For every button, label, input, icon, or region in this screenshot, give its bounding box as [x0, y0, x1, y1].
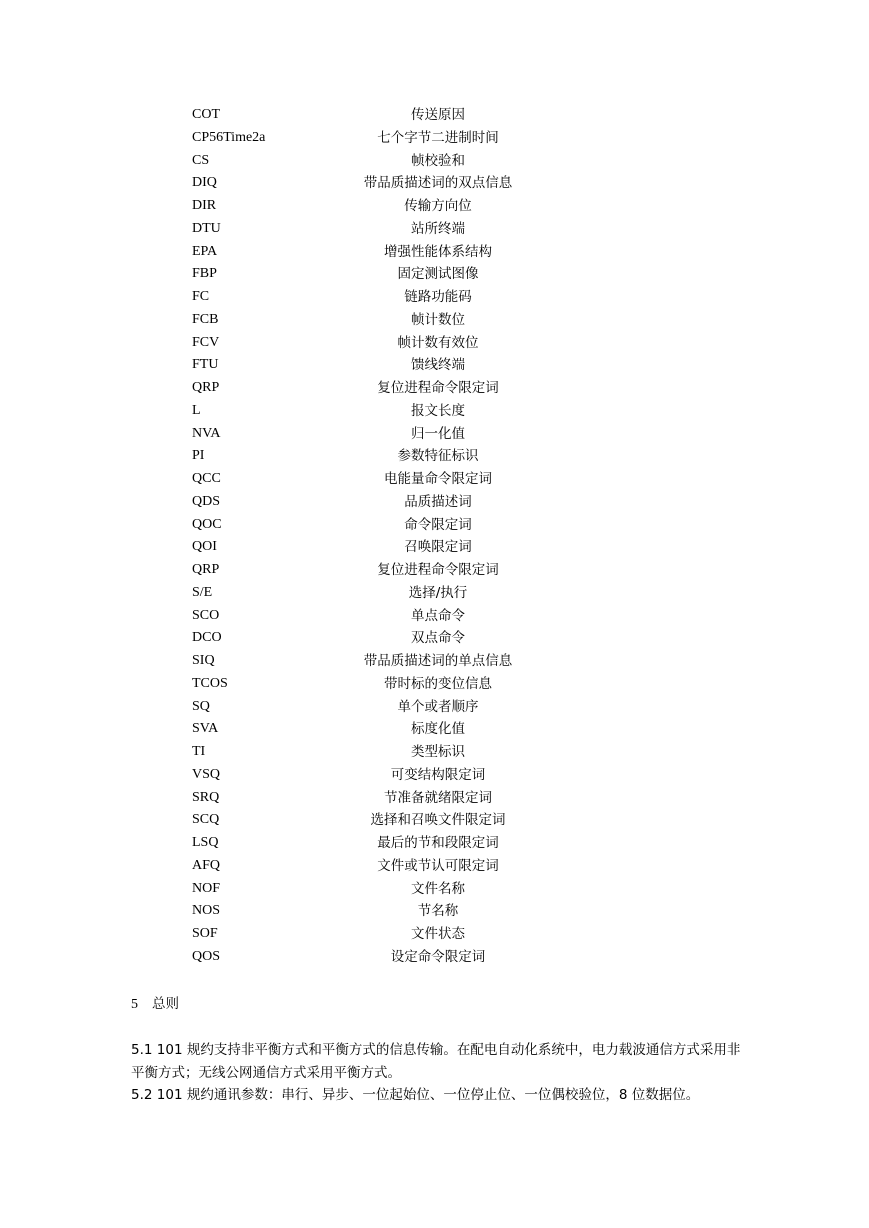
abbreviation-row — [192, 445, 692, 468]
abbreviation-meaning: 帧计数有效位 — [397, 334, 479, 351]
abbreviation-meaning: 增强性能体系结构 — [384, 243, 492, 260]
abbreviation-row — [192, 809, 692, 832]
abbreviation-meaning: 带品质描述词的双点信息 — [363, 175, 513, 192]
section-number: 5 — [131, 997, 138, 1012]
abbreviation-meaning: 文件或节认可限定词 — [377, 857, 499, 874]
abbreviation-code: DTU — [192, 220, 221, 236]
abbreviation-row — [192, 764, 692, 787]
abbreviation-code: QOI — [192, 539, 217, 555]
section-title: 总则 — [152, 996, 179, 1012]
abbreviation-row — [192, 127, 692, 150]
abbreviation-row — [192, 400, 692, 423]
abbreviation-row — [192, 332, 692, 355]
abbreviation-meaning: 固定测试图像 — [397, 266, 479, 283]
abbreviation-meaning: 七个字节二进制时间 — [377, 129, 499, 146]
abbreviation-code: AFQ — [192, 857, 221, 873]
abbreviation-code: COT — [192, 107, 220, 122]
abbreviation-code: LSQ — [192, 835, 219, 850]
abbreviation-code: EPA — [192, 243, 218, 259]
abbreviation-code: SIQ — [192, 653, 215, 668]
abbreviation-code: QDS — [192, 493, 221, 509]
abbreviation-code: FTU — [192, 357, 219, 373]
abbreviation-row — [192, 150, 692, 173]
abbreviation-code: SRQ — [192, 789, 220, 805]
abbreviation-code: FCV — [192, 334, 220, 350]
abbreviation-code: TCOS — [192, 675, 228, 691]
abbreviation-code: FBP — [192, 266, 217, 282]
abbreviation-code: TI — [192, 744, 206, 759]
abbreviation-row — [192, 195, 692, 218]
abbreviation-meaning: 站所终端 — [411, 220, 465, 237]
abbreviation-row — [192, 673, 692, 696]
abbreviation-row — [192, 627, 692, 650]
abbreviation-code: SQ — [192, 698, 210, 714]
abbreviation-code: SOF — [192, 926, 218, 941]
abbreviation-code: DIQ — [192, 175, 217, 191]
abbreviation-meaning: 电能量命令限定词 — [384, 471, 492, 487]
abbreviation-row — [192, 241, 692, 264]
abbreviation-row — [192, 104, 692, 127]
abbreviation-code: QOS — [192, 948, 221, 964]
abbreviation-meaning: 帧计数位 — [411, 311, 465, 328]
abbreviation-code: S/E — [192, 584, 213, 600]
abbreviation-meaning: 命令限定词 — [404, 516, 472, 533]
abbreviation-code: CP56Time2a — [192, 129, 266, 145]
abbreviation-row — [192, 832, 692, 855]
abbreviation-row — [192, 263, 692, 286]
abbreviation-row — [192, 491, 692, 514]
abbreviation-code: QRP — [192, 380, 220, 395]
abbreviation-meaning: 召唤限定词 — [404, 539, 472, 556]
abbreviation-meaning: 传输方向位 — [404, 198, 472, 214]
abbreviation-meaning: 链路功能码 — [404, 289, 472, 305]
abbreviation-code: FC — [192, 289, 210, 304]
abbreviation-code: CS — [192, 152, 210, 168]
abbreviation-meaning: 复位进程命令限定词 — [377, 380, 499, 396]
abbreviation-meaning: 品质描述词 — [404, 493, 472, 510]
abbreviation-meaning: 节名称 — [417, 903, 459, 920]
abbreviation-row — [192, 286, 692, 309]
abbreviation-meaning: 带时标的变位信息 — [384, 675, 492, 692]
abbreviation-code: PI — [192, 448, 205, 464]
abbreviation-meaning: 报文长度 — [411, 402, 465, 419]
abbreviation-meaning: 带品质描述词的单点信息 — [363, 653, 513, 669]
abbreviation-meaning: 最后的节和段限定词 — [377, 835, 499, 851]
abbreviation-meaning: 传送原因 — [411, 107, 465, 123]
paragraph-5-2: 5.2 101 规约通讯参数：串行、异步、一位起始位、一位停止位、一位偶校验位，8 位数据位。 — [131, 1087, 700, 1103]
abbreviation-code: NOS — [192, 903, 221, 919]
abbreviation-row — [192, 900, 692, 923]
abbreviation-meaning: 选择/执行 — [408, 584, 468, 601]
abbreviation-row — [192, 946, 692, 969]
abbreviation-code: SVA — [192, 721, 219, 737]
abbreviation-code: FCB — [192, 311, 219, 327]
abbreviation-row — [192, 536, 692, 559]
abbreviation-row — [192, 559, 692, 582]
abbreviation-code: QRP — [192, 562, 220, 577]
abbreviation-meaning: 归一化值 — [411, 425, 465, 442]
abbreviation-meaning: 节准备就绪限定词 — [384, 789, 492, 806]
abbreviation-row — [192, 377, 692, 400]
abbreviation-row — [192, 650, 692, 673]
abbreviation-row — [192, 172, 692, 195]
abbreviation-code: SCO — [192, 607, 220, 623]
abbreviation-row — [192, 741, 692, 764]
abbreviation-code: SCQ — [192, 812, 220, 828]
abbreviation-meaning: 单点命令 — [411, 607, 465, 624]
abbreviation-meaning: 文件状态 — [411, 926, 465, 942]
abbreviation-list — [192, 104, 692, 969]
abbreviation-meaning: 选择和召唤文件限定词 — [370, 812, 506, 829]
abbreviation-row — [192, 605, 692, 628]
abbreviation-code: NOF — [192, 880, 221, 896]
abbreviation-row — [192, 718, 692, 741]
abbreviation-code: DCO — [192, 630, 222, 646]
abbreviation-code: DIR — [192, 198, 217, 213]
paragraph-5-1: 5.1 101 规约支持非平衡方式和平衡方式的信息传输。在配电自动化系统中，电力载波通信方式采用非平衡方式；无线公网通信方式采用平衡方式。 — [131, 1042, 741, 1081]
abbreviation-code: L — [192, 402, 201, 418]
abbreviation-meaning: 参数特征标识 — [397, 448, 479, 465]
abbreviation-code: NVA — [192, 425, 221, 441]
abbreviation-code: QCC — [192, 471, 221, 486]
abbreviation-code: VSQ — [192, 766, 221, 782]
abbreviation-row — [192, 855, 692, 878]
abbreviation-meaning: 文件名称 — [411, 880, 465, 897]
abbreviation-row — [192, 923, 692, 946]
abbreviation-meaning: 双点命令 — [411, 630, 465, 647]
abbreviation-meaning: 馈线终端 — [411, 357, 465, 374]
abbreviation-meaning: 类型标识 — [411, 744, 465, 760]
abbreviation-meaning: 复位进程命令限定词 — [377, 562, 499, 578]
abbreviation-row — [192, 696, 692, 719]
abbreviation-row — [192, 309, 692, 332]
abbreviation-row — [192, 354, 692, 377]
abbreviation-meaning: 设定命令限定词 — [390, 948, 486, 965]
abbreviation-meaning: 单个或者顺序 — [397, 698, 479, 715]
abbreviation-row — [192, 878, 692, 901]
abbreviation-row — [192, 787, 692, 810]
abbreviation-meaning: 帧校验和 — [411, 152, 465, 169]
abbreviation-row — [192, 582, 692, 605]
abbreviation-meaning: 可变结构限定词 — [390, 766, 486, 783]
section-heading — [131, 993, 179, 1016]
abbreviation-row — [192, 514, 692, 537]
abbreviation-row — [192, 468, 692, 491]
abbreviation-meaning: 标度化值 — [411, 721, 465, 738]
abbreviation-row — [192, 218, 692, 241]
abbreviation-code: QOC — [192, 516, 222, 532]
abbreviation-row — [192, 423, 692, 446]
